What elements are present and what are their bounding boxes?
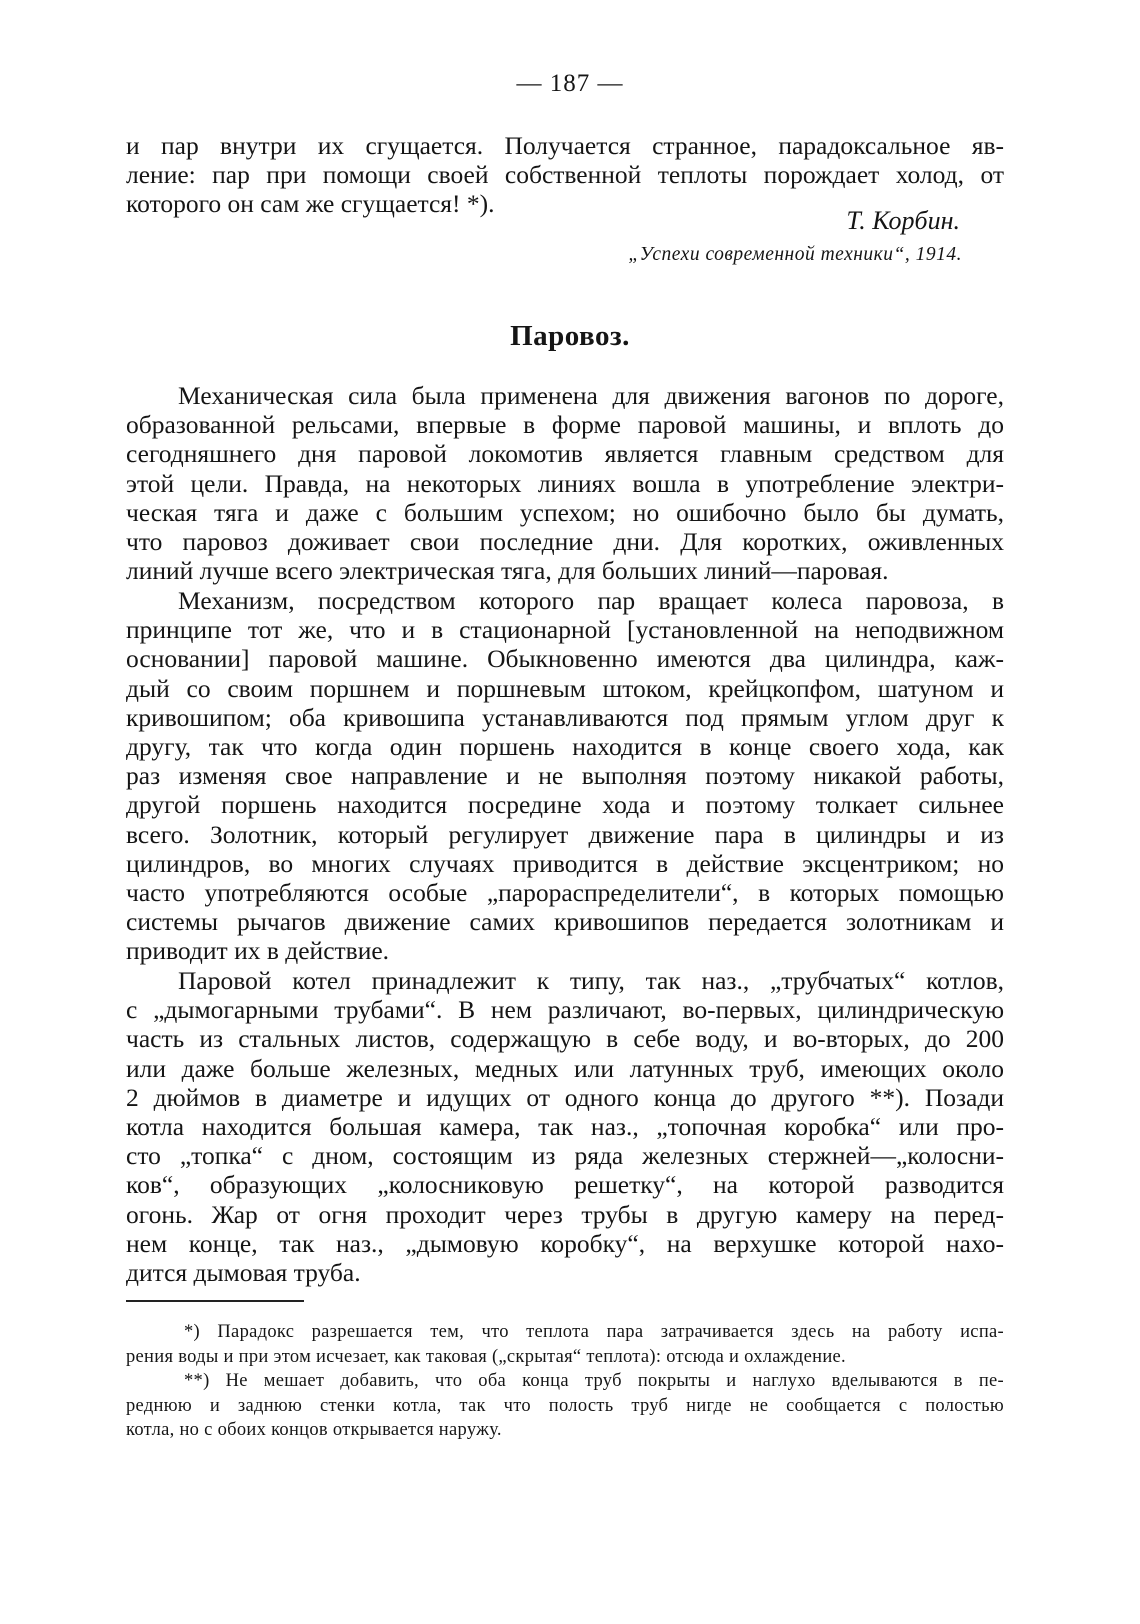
text-line: раз изменяя свое направление и не выполняя поэтому никакой работы, [126,761,1004,791]
footnote-divider [126,1300,304,1302]
text-line: цилиндров, во многих случаях приводится в действие эксцентриком; но [126,848,1004,878]
text-line: часть из стальных листов, содержащую в себе воду, и во-вторых, до 200 [126,1024,1004,1054]
footnote-line: реднюю и заднюю стенки котла, так что полость труб нигде не сообщается с полостью [126,1395,1004,1416]
text-line: сегодняшнего дня паровой локомотив является главным средством для [126,439,1004,469]
text-line: ческая тяга и даже с большим успехом; но ошибочно было бы думать, [126,497,1004,527]
paragraph-2 [126,586,1004,965]
section-title: Паровоз. [510,320,630,352]
text-line: которого он сам же сгущается! *). [126,189,495,219]
paragraph-3 [126,966,1004,1287]
text-line: Механическая сила была применена для движения вагонов по дороге, [178,381,1004,410]
text-line: образованной рельсами, впервые в форме паровой машины, и вплоть до [126,410,1004,440]
text-line: ков“, образующих „колосниковую решетку“, на которой разводится [126,1170,1004,1200]
text-line: с „дымогарными трубами“. В нем различают, во-первых, цилиндрическую [126,995,1004,1025]
footnote-line: котла, но с обоих концов открывается наружу. [126,1420,502,1440]
text-line: котла находится большая камера, так наз., „топочная коробка“ или про- [126,1111,1004,1141]
footnotes [126,1320,1004,1443]
footnote-line: рения воды и при этом исчезает, как таковая („скрытая“ теплота): отсюда и охлаждение. [126,1346,846,1367]
text-line: другой поршень находится посредине хода и поэтому толкает сильнее [126,790,1004,820]
text-line: 2 дюймов в диаметре и идущих от одного конца до другого **). Позади [126,1082,1004,1112]
source-citation: „Успехи современной техники“, 1914. [628,244,962,265]
text-line: Механизм, посредством которого пар вращает колеса паровоза, в [178,586,1004,615]
page-number: — 187 — [516,70,624,97]
text-line: всего. Золотник, который регулирует движение пара в цилиндры и из [126,819,1004,849]
text-line: сто „топка“ с дном, состоящим из ряда железных стержней—„колосни- [126,1141,1004,1171]
text-line: дится дымовая труба. [126,1257,361,1287]
text-line: часто употребляются особые „парораспределители“, в которых помощью [126,877,1004,907]
text-line: приводит их в действие. [126,936,390,966]
text-line: линий лучше всего электрическая тяга, для больших линий—паровая. [126,556,889,586]
text-line: принципе тот же, что и в стационарной [установленной на неподвижном [126,615,1004,645]
text-line: и пар внутри их сгущается. Получается странное, парадоксальное яв- [126,131,1004,160]
text-line: этой цели. Правда, на некоторых линиях вошла в употребление электри- [126,468,1004,498]
author-signature: Т. Корбин. [846,206,960,235]
text-line: дый со своим поршнем и поршневым штоком, крейцкопфом, шатуном и [126,673,1004,703]
text-line: или даже больше железных, медных или латунных труб, имеющих около [126,1053,1004,1083]
text-line: огонь. Жар от огня проходит через трубы в другую камеру на перед- [126,1199,1004,1229]
text-line: основании] паровой машине. Обыкновенно имеются два цилиндра, каж- [126,644,1004,674]
text-line: нем конце, так наз., „дымовую коробку“, на верхушке которой нахо- [126,1228,1004,1258]
paragraph-1 [126,381,1004,585]
text-line: что паровоз доживает свои последние дни. Для коротких, оживленных [126,526,1004,556]
text-line: другу, так что когда один поршень находится в конце своего хода, как [126,731,1004,761]
text-line: ление: пар при помощи своей собственной теплоты порождает холод, от [126,160,1004,190]
text-line: кривошипом; оба кривошипа устанавливаются под прямым углом друг к [126,702,1004,732]
text-line: системы рычагов движение самих кривошипов передается золотникам и [126,907,1004,937]
text-line: Паровой котел принадлежит к типу, так наз., „трубчатых“ котлов, [178,966,1004,995]
footnote-line: **) Не мешает добавить, что оба конца труб покрыты и наглухо вделываются в пе- [184,1371,1004,1391]
footnote-line: *) Парадокс разрешается тем, что теплота пара затрачивается здесь на работу испа- [184,1322,1004,1342]
